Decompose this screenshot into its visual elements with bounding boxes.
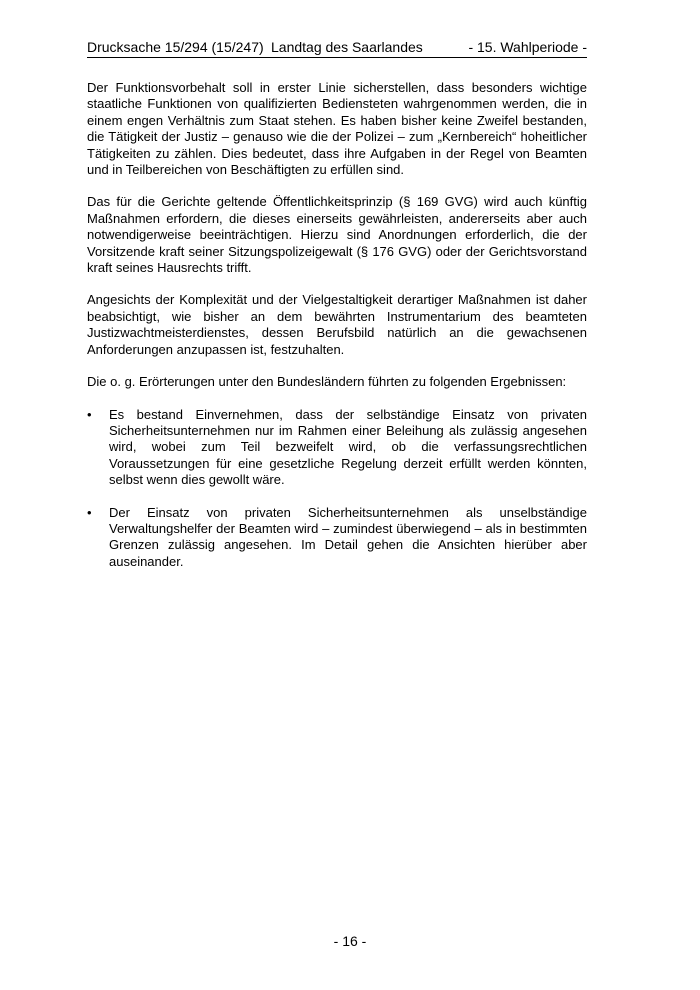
page-number: - 16 -	[333, 933, 367, 949]
list-item	[87, 505, 587, 571]
bullet-icon: •	[87, 406, 92, 422]
paragraph-function-reservation: Der Funktionsvorbehalt soll in erster Linie sicherstellen, dass besonders wichtige staatliche Funktionen von qualifizierten Bediensteten wahrgenommen werden, die in einem engen Verhältnis zum Staat stehen. Es haben bisher keine Zweifel bestanden, die Tätigkeit der Justiz – genauso wie die der Polizei – zum „Kernbereich“ hoheitlicher Tätigkeiten zu zählen. Dies bedeutet, dass ihre Aufgaben in der Regel von Beamten und in Teilbereichen von Beschäftigten zu erfüllen sind.	[87, 80, 587, 178]
paragraph-results-intro: Die o. g. Erörterungen unter den Bundesländern führten zu folgenden Ergebnissen:	[87, 374, 567, 390]
document-body	[87, 80, 587, 586]
legislative-period: - 15. Wahlperiode -	[468, 39, 587, 55]
list-item-text: Es bestand Einvernehmen, dass der selbständige Einsatz von privaten Sicherheitsunternehmen nur im Rahmen einer Beleihung als zulässig angesehen wird, wobei zum Teil bezweifelt wird, ob die verfassungsrechtlichen Voraussetzungen für eine gesetzliche Regelung derzeit erfüllt werden könnten, selbst wenn dies gewollt wäre.	[109, 406, 587, 488]
paragraph-complexity: Angesichts der Komplexität und der Vielgestaltigkeit derartiger Maßnahmen ist daher beabsichtigt, wie bisher an dem bewährten Instrumentarium des beamteten Justizwachtmeisterdienstes, dessen Berufsbild natürlich an die gewachsenen Anforderungen anzupassen ist, festzuhalten.	[87, 292, 587, 357]
list-item-text: Der Einsatz von privaten Sicherheitsunternehmen als unselbständige Verwaltungshelfer der Beamten wird – zumindest überwiegend – als in bestimmten Grenzen zulässig angesehen. Im Detail gehen die Ansichten hierüber aber auseinander.	[109, 504, 587, 569]
bullet-icon: •	[87, 504, 92, 520]
parliament-name: Landtag des Saarlandes	[271, 39, 423, 55]
page-header	[87, 37, 587, 58]
results-list	[87, 407, 587, 571]
document-number: Drucksache 15/294 (15/247)	[87, 39, 264, 55]
paragraph-publicity-principle: Das für die Gerichte geltende Öffentlichkeitsprinzip (§ 169 GVG) wird auch künftig Maßnahmen erfordern, die dieses einerseits gewährleisten, andererseits aber auch notwendigerweise beeinträchtigen. Hierzu sind Anordnungen erforderlich, die der Vorsitzende kraft seiner Sitzungspolizeigewalt (§ 176 GVG) oder der Gerichtsvorstand kraft seines Hausrechts trifft.	[87, 194, 587, 276]
list-item	[87, 407, 587, 489]
